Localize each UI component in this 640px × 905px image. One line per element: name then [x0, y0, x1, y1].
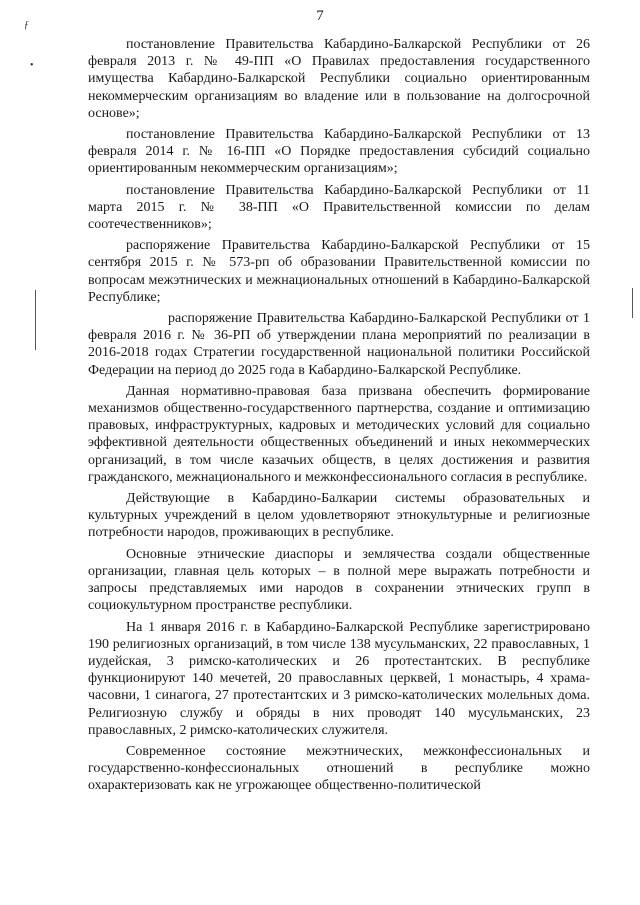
scan-artifact-line: [632, 288, 633, 318]
margin-mark: •: [30, 60, 34, 71]
paragraph-education-culture: Действующие в Кабардино-Балкарии системы образовательных и культурных учреждений в целом удовлетворяют этнокультурные и религиозные потребности народов, проживающих в республике.: [88, 491, 590, 541]
paragraph-decree-38pp: постановление Правительства Кабардино-Балкарской Республики от 11 марта 2015 г. № 38-ПП «О Правительственной комиссии по делам соотечественников»;: [88, 182, 590, 233]
paragraph-legal-base: Данная нормативно-правовая база призвана обеспечить формирование механизмов общественно-государственного партнерства, создание и оптимизацию правовых, инфраструктурных, кадровых и методических условий для социально эффективной деятельности общественных объединений и иных некоммерческих организаций, в том числе казачьих обществ, в целях достижения и развития гражданского, межнационального и межконфессионального согласия в республике.: [88, 383, 590, 485]
paragraph-order-36rp: распоряжение Правительства Кабардино-Балкарской Республики от 1 февраля 2016 г. № 36-РП об утверждении плана мероприятий по реализации в 2016-2018 годах Стратегии государственной национальной политики Российской Федерации на период до 2025 года в Кабардино-Балкарской Республике.: [88, 311, 590, 378]
paragraph-current-state: Современное состояние межэтнических, межконфессиональных и государственно-конфессиональных отношений в республике можно охарактеризовать как не угрожающее общественно-политической: [88, 743, 590, 794]
paragraph-diasporas: Основные этнические диаспоры и землячества создали общественные организации, главная цель которых – в полной мере выражать потребности и запросы представляемых ими народов в сохранении этнических групп в социокультурном пространстве республики.: [88, 546, 590, 614]
margin-mark: ƒ: [24, 20, 29, 31]
page-number: 7: [316, 8, 324, 24]
paragraph-religious-stats: На 1 января 2016 г. в Кабардино-Балкарской Республике зарегистрировано 190 религиозных организаций, в том числе 138 мусульманских, 22 православных, 1 иудейская, 3 римско-католических и 26 протестантских. В республике функционируют 140 мечетей, 20 православных церквей, 1 монастырь, 4 храма-часовни, 1 синагога, 27 протестантских и 3 римско-католических молельных дома. Религиозную службу и обряды в них проводят 140 мусульманских, 23 православных, 2 римско-католических служителя.: [88, 619, 590, 738]
scan-artifact-line: [35, 290, 36, 350]
paragraph-decree-16pp: постановление Правительства Кабардино-Балкарской Республики от 13 февраля 2014 г. № 16-ПП «О Порядке предоставления субсидий социально ориентированным некоммерческим организациям»;: [88, 127, 590, 177]
paragraph-decree-49pp: постановление Правительства Кабардино-Балкарской Республики от 26 февраля 2013 г. № 49-ПП «О Правилах предоставления государственного имущества Кабардино-Балкарской Республики социально ориентированным некоммерческим организациям во владение или в пользование на долгосрочной основе»;: [88, 37, 590, 121]
paragraph-order-573rp: распоряжение Правительства Кабардино-Балкарской Республики от 15 сентября 2015 г. № 573-рп об образовании Правительственной комиссии по вопросам межэтнических и межнациональных отношений в Кабардино-Балкарской Республике;: [88, 238, 590, 305]
document-body: [88, 36, 590, 795]
